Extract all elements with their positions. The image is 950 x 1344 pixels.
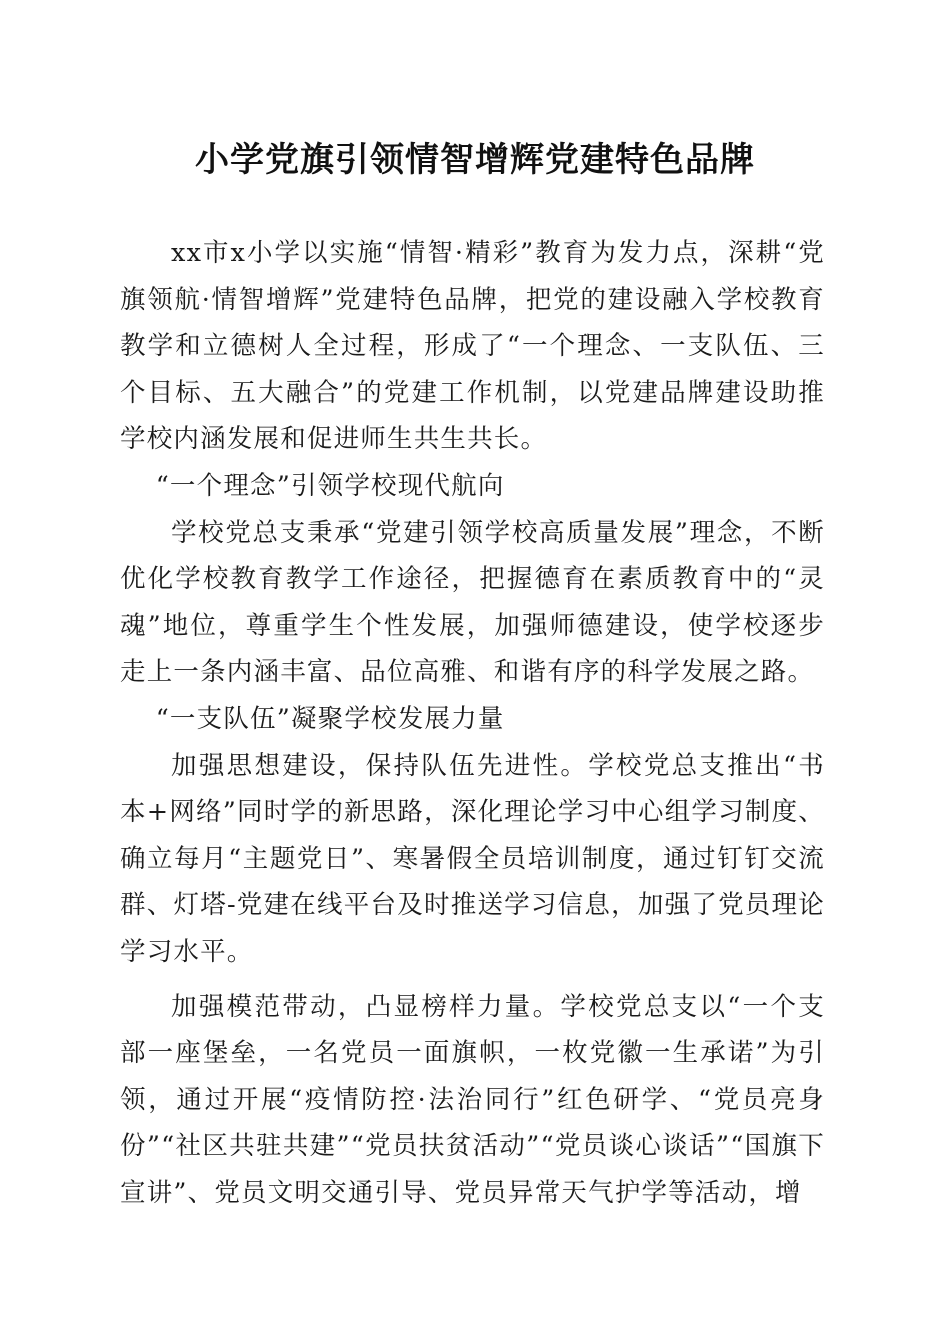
paragraph-ideology: 加强思想建设，保持队伍先进性。学校党总支推出“书本+网络”同时学的新思路，深化理论学习中心组学习制度、确立每月“主题党日”、寒暑假全员培训制度，通过钉钉交流群、灯塔-党建在线平台及时推送学习信息，加强了党员理论学习水平。	[120, 750, 825, 967]
paragraph-concept: 学校党总支秉承“党建引领学校高质量发展”理念，不断优化学校教育教学工作途径，把握德育在素质教育中的“灵魂”地位，尊重学生个性发展，加强师德建设，使学校逐步走上一条内涵丰富、品位高雅、和谐有序的科学发展之路。	[120, 517, 825, 688]
section-heading-team: “一支队伍”凝聚学校发展力量	[155, 703, 505, 734]
document-title: 小学党旗引领情智增辉党建特色品牌	[195, 140, 755, 180]
paragraph-intro: xx市x小学以实施“情智·精彩”教育为发力点，深耕“党旗领航·情智增辉”党建特色品牌，把党的建设融入学校教育教学和立德树人全过程，形成了“一个理念、一支队伍、三个目标、五大融合”的党建工作机制，以党建品牌建设助推学校内涵发展和促进师生共生共长。	[120, 238, 825, 455]
document-body	[120, 230, 825, 1216]
paragraph-role-model: 加强模范带动，凸显榜样力量。学校党总支以“一个支部一座堡垒，一名党员一面旗帜，一枚党徽一生承诺”为引领，通过开展“疫情防控·法治同行”红色研学、“党员亮身份”“社区共驻共建”“党员扶贫活动”“党员谈心谈话”“国旗下宣讲”、党员文明交通引导、党员异常天气护学等活动，增	[120, 991, 825, 1208]
section-heading-concept: “一个理念”引领学校现代航向	[155, 470, 505, 501]
